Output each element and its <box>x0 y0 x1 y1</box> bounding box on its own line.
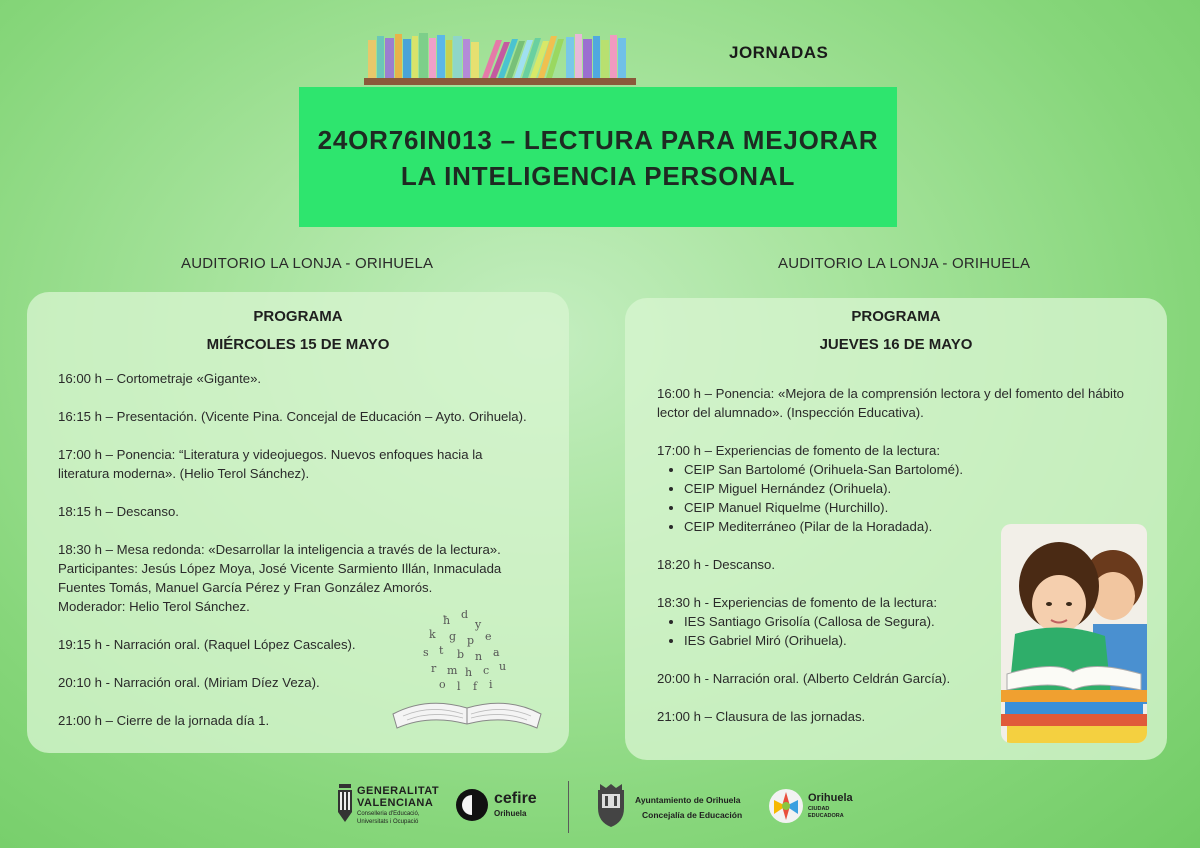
program-item: 20:10 h - Narración oral. (Miriam Díez Veza). <box>58 675 320 690</box>
cefire-name: cefire <box>494 790 537 807</box>
program-heading: PROGRAMA <box>851 308 941 325</box>
program-card-day2 <box>625 298 1167 760</box>
ciudad-educadora-emblem-icon <box>768 788 804 824</box>
concejalia-name: Concejalía de Educación <box>642 810 743 820</box>
svg-text:l: l <box>457 680 461 693</box>
orihuela-coat-of-arms-icon <box>592 784 630 828</box>
title-banner <box>299 87 897 227</box>
list-item: • CEIP San Bartolomé (Orihuela-San Bartolomé). <box>684 460 1163 479</box>
svg-text:h: h <box>465 666 473 679</box>
program-item: 17:00 h – Experiencias de fomento de la lectura: <box>657 443 940 458</box>
program-item: 21:00 h – Cierre de la jornada día 1. <box>58 713 270 728</box>
svg-text:ħ: ħ <box>443 614 451 627</box>
list-item: • IES Santiago Grisolía (Callosa de Segura). <box>684 612 1163 631</box>
venue-left: AUDITORIO LA LONJA - ORIHUELA <box>181 255 434 272</box>
program-item: 17:00 h – Ponencia: “Literatura y videojuegos. Nuevos enfoques hacia la <box>58 447 483 462</box>
program-item: 16:15 h – Presentación. (Vicente Pina. Concejal de Educación – Ayto. Orihuela). <box>58 409 527 424</box>
list-item: • CEIP Manuel Riquelme (Hurchillo). <box>684 498 1163 517</box>
svg-text:m: m <box>447 664 458 677</box>
svg-text:o: o <box>439 678 446 691</box>
list-item: • CEIP Miguel Hernández (Orihuela). <box>684 479 1163 498</box>
program-item: 16:00 h – Ponencia: «Mejora de la comprensión lectora y del fomento del hábito <box>657 386 1124 401</box>
ciudad-name: Orihuela <box>808 792 853 804</box>
svg-text:a: a <box>493 646 500 659</box>
cefire-location: Orihuela <box>494 809 527 818</box>
footer-divider <box>568 781 569 833</box>
event-label: JORNADAS <box>729 43 829 62</box>
program-item: Moderador: Helio Terol Sánchez. <box>58 599 250 614</box>
svg-text:b: b <box>457 648 465 661</box>
program-item: 16:00 h – Cortometraje «Gigante». <box>58 371 262 386</box>
generalitat-name-2: VALENCIANA <box>357 797 434 809</box>
generalitat-name-1: GENERALITAT <box>357 785 440 797</box>
title-line-2: LA INTELIGENCIA PERSONAL <box>400 161 796 191</box>
svg-text:g: g <box>449 630 457 643</box>
ciudad-sub-2: EDUCADORA <box>808 813 844 819</box>
program-item: 18:15 h – Descanso. <box>58 504 179 519</box>
svg-text:i: i <box>489 678 493 691</box>
program-item: 21:00 h – Clausura de las jornadas. <box>657 709 866 724</box>
svg-text:k: k <box>429 628 436 641</box>
program-day: JUEVES 16 DE MAYO <box>819 336 973 353</box>
program-item: 18:20 h - Descanso. <box>657 557 776 572</box>
title-line-1: 24OR76IN013 – LECTURA PARA MEJORAR <box>317 125 879 155</box>
program-item: 18:30 h – Mesa redonda: «Desarrollar la inteligencia a través de la lectura». <box>58 542 501 557</box>
program-item: 20:00 h - Narración oral. (Alberto Celdrán García). <box>657 671 951 686</box>
children-reading-photo <box>1001 524 1147 743</box>
svg-text:t: t <box>439 644 444 657</box>
ciudad-sub-1: CIUDAD <box>808 806 830 812</box>
svg-text:y: y <box>475 618 482 631</box>
generalitat-sub-1: Conselleria d'Educació, <box>357 811 420 817</box>
program-item: literatura moderna». (Helio Terol Sánchez). <box>58 466 310 481</box>
generalitat-emblem-icon <box>337 784 353 824</box>
program-item: 18:30 h - Experiencias de fomento de la lectura: <box>657 595 938 610</box>
cefire-emblem-icon <box>455 788 489 822</box>
svg-text:c: c <box>483 664 490 677</box>
svg-text:f: f <box>473 680 478 693</box>
svg-text:u: u <box>499 660 507 673</box>
ayuntamiento-logo <box>592 782 752 830</box>
generalitat-sub-2: Universitats i Ocupació <box>357 819 419 825</box>
svg-text:s: s <box>423 646 429 659</box>
program-item: Fuentes Tomás, Manuel García Pérez y Fran González Amorós. <box>58 580 433 595</box>
svg-text:n: n <box>475 650 483 663</box>
bookshelf-illustration <box>362 30 638 86</box>
program-day: MIÉRCOLES 15 DE MAYO <box>206 336 390 353</box>
program-card-day1 <box>27 292 569 753</box>
venue-right: AUDITORIO LA LONJA - ORIHUELA <box>778 255 1031 272</box>
svg-text:p: p <box>467 634 475 647</box>
program-item: 19:15 h - Narración oral. (Raquel López Cascales). <box>58 637 356 652</box>
cefire-logo <box>455 788 550 824</box>
list-item: • IES Gabriel Miró (Orihuela). <box>684 631 1163 650</box>
open-book-illustration <box>387 610 547 735</box>
svg-text:d: d <box>461 610 469 621</box>
ciudad-educadora-logo <box>768 786 868 828</box>
program-item: Participantes: Jesús López Moya, José Vicente Sarmiento Illán, Inmaculada <box>58 561 502 576</box>
list-item: • CEIP Mediterráneo (Pilar de la Horadada). <box>684 517 1163 536</box>
svg-text:r: r <box>431 662 437 675</box>
program-item: lector del alumnado». (Inspección Educativa). <box>657 405 924 420</box>
svg-text:e: e <box>485 630 492 643</box>
program-heading: PROGRAMA <box>253 308 343 325</box>
ayuntamiento-name: Ayuntamiento de Orihuela <box>635 795 741 805</box>
generalitat-logo <box>337 782 440 832</box>
